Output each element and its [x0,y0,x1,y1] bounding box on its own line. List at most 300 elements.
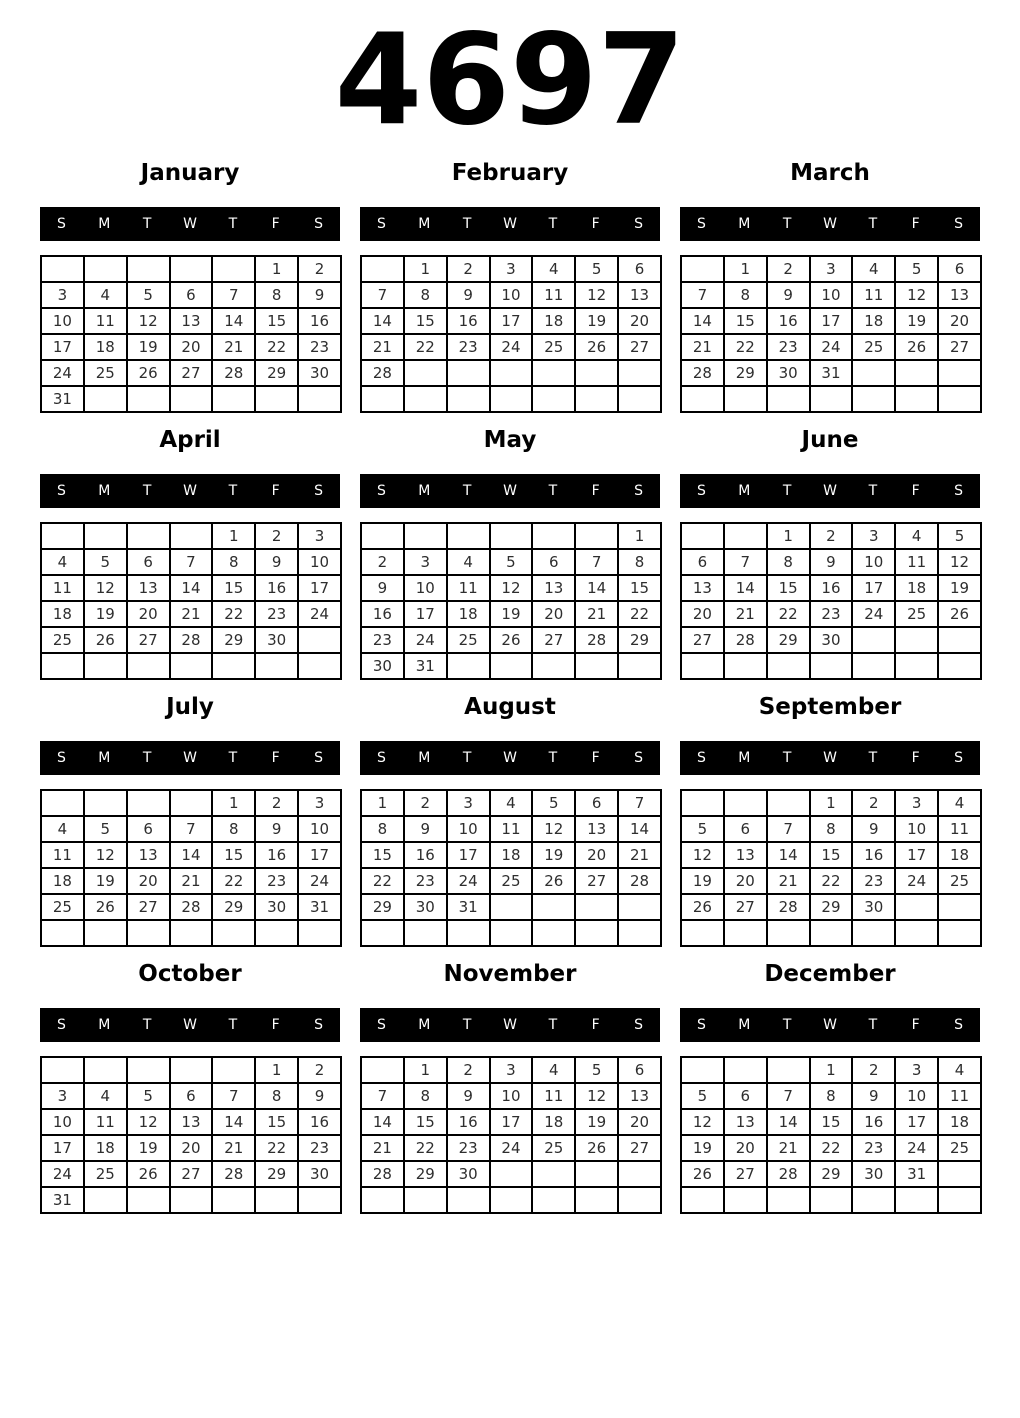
week-row [41,1083,341,1109]
empty-day-cell [810,920,853,946]
day-cell: 11 [84,308,127,334]
day-cell: 25 [490,868,533,894]
day-cell: 13 [618,1083,661,1109]
day-cell: 18 [41,868,84,894]
day-cell: 30 [255,627,298,653]
day-cell: 17 [895,842,938,868]
day-cell: 25 [852,334,895,360]
empty-day-cell [84,523,127,549]
empty-day-cell [724,790,767,816]
day-cell: 9 [447,282,490,308]
weekday-label: T [142,483,152,499]
week-row [681,1057,981,1083]
empty-day-cell [681,523,724,549]
day-cell: 29 [212,627,255,653]
weekday-label: S [954,750,964,766]
empty-day-cell [490,1187,533,1213]
week-row [681,256,981,282]
day-cell: 21 [618,842,661,868]
day-cell: 20 [170,1135,213,1161]
day-cell: 2 [810,523,853,549]
week-row [681,1135,981,1161]
empty-day-cell [681,653,724,679]
day-cell: 15 [724,308,767,334]
day-cell: 5 [681,1083,724,1109]
week-row [41,868,341,894]
empty-day-cell [212,920,255,946]
empty-day-cell [447,523,490,549]
empty-day-cell [767,790,810,816]
day-cell: 15 [404,308,447,334]
weekday-label: T [548,483,558,499]
day-cell: 17 [490,1109,533,1135]
week-row [41,601,341,627]
day-cell: 29 [404,1161,447,1187]
day-cell: 13 [532,575,575,601]
month-block [680,427,980,680]
day-cell: 3 [490,1057,533,1083]
day-cell: 12 [575,282,618,308]
day-cell: 4 [41,549,84,575]
month-date-grid [360,255,662,413]
day-cell: 24 [895,1135,938,1161]
week-row [361,334,661,360]
week-row [41,386,341,412]
day-cell: 27 [724,1161,767,1187]
week-row [681,894,981,920]
month-block [680,694,980,947]
day-cell: 20 [127,601,170,627]
month-title: January [140,160,240,186]
empty-day-cell [767,386,810,412]
week-row [361,842,661,868]
week-row [361,256,661,282]
day-cell: 9 [852,816,895,842]
day-cell: 26 [84,627,127,653]
weekday-label: T [868,750,878,766]
day-cell: 24 [404,627,447,653]
day-cell: 8 [361,816,404,842]
day-cell: 7 [618,790,661,816]
day-cell: 26 [575,334,618,360]
day-cell: 22 [361,868,404,894]
day-cell: 25 [532,1135,575,1161]
empty-day-cell [170,523,213,549]
day-cell: 18 [447,601,490,627]
weekday-label: F [591,750,600,766]
empty-day-cell [84,256,127,282]
day-cell: 3 [852,523,895,549]
day-cell: 7 [575,549,618,575]
weekday-label: S [634,216,644,232]
day-cell: 2 [852,790,895,816]
day-cell: 29 [810,1161,853,1187]
day-cell: 19 [895,308,938,334]
week-row [41,1187,341,1213]
weekday-label: F [911,216,920,232]
empty-day-cell [127,523,170,549]
day-cell: 6 [575,790,618,816]
day-cell: 9 [447,1083,490,1109]
day-cell: 22 [618,601,661,627]
empty-day-cell [404,523,447,549]
weekday-label: F [911,750,920,766]
day-cell: 29 [810,894,853,920]
empty-day-cell [681,1187,724,1213]
month-block [40,694,340,947]
week-row [361,386,661,412]
day-cell: 1 [767,523,810,549]
month-title: March [790,160,870,186]
week-row [361,1057,661,1083]
day-cell: 16 [852,842,895,868]
day-cell: 18 [938,1109,981,1135]
day-cell: 30 [361,653,404,679]
weekday-label: S [314,1017,324,1033]
empty-day-cell [532,360,575,386]
day-cell: 16 [447,308,490,334]
day-cell: 18 [532,1109,575,1135]
day-cell: 3 [41,282,84,308]
week-row [41,360,341,386]
month-title: July [166,694,214,720]
day-cell: 25 [938,868,981,894]
empty-day-cell [575,653,618,679]
day-cell: 26 [127,1161,170,1187]
day-cell: 12 [938,549,981,575]
month-block [360,160,660,413]
month-title: August [464,694,556,720]
day-cell: 18 [938,842,981,868]
day-cell: 3 [404,549,447,575]
empty-day-cell [938,894,981,920]
week-row [41,1161,341,1187]
day-cell: 24 [810,334,853,360]
day-cell: 1 [255,256,298,282]
empty-day-cell [532,523,575,549]
day-cell: 30 [447,1161,490,1187]
week-row [681,842,981,868]
day-cell: 6 [127,816,170,842]
empty-day-cell [618,653,661,679]
day-cell: 23 [404,868,447,894]
day-cell: 13 [724,1109,767,1135]
day-cell: 31 [810,360,853,386]
day-cell: 7 [361,1083,404,1109]
week-row [681,1109,981,1135]
empty-day-cell [532,894,575,920]
day-cell: 12 [127,308,170,334]
day-cell: 25 [447,627,490,653]
day-cell: 7 [212,1083,255,1109]
weekday-label: M [98,483,111,499]
week-row [361,868,661,894]
day-cell: 31 [447,894,490,920]
empty-day-cell [212,1057,255,1083]
weekday-label: T [782,216,792,232]
day-cell: 19 [532,842,575,868]
weekday-label: T [462,483,472,499]
empty-day-cell [298,1187,341,1213]
day-cell: 5 [895,256,938,282]
weekday-label: T [228,1017,238,1033]
day-cell: 26 [127,360,170,386]
day-cell: 4 [490,790,533,816]
day-cell: 25 [84,360,127,386]
week-row [361,790,661,816]
day-cell: 6 [532,549,575,575]
week-row [361,523,661,549]
week-row [41,334,341,360]
weekday-label: T [782,750,792,766]
day-cell: 4 [938,790,981,816]
month-date-grid [40,789,342,947]
weekday-label: F [271,1017,280,1033]
empty-day-cell [810,386,853,412]
week-row [361,282,661,308]
day-cell: 2 [404,790,447,816]
empty-day-cell [810,1187,853,1213]
day-cell: 25 [532,334,575,360]
day-cell: 2 [767,256,810,282]
day-cell: 17 [41,334,84,360]
day-cell: 18 [84,334,127,360]
day-cell: 19 [681,1135,724,1161]
day-cell: 28 [361,1161,404,1187]
weekday-label: S [56,216,66,232]
month-block [680,961,980,1214]
empty-day-cell [255,653,298,679]
empty-day-cell [938,653,981,679]
day-cell: 1 [255,1057,298,1083]
day-cell: 13 [127,842,170,868]
empty-day-cell [361,523,404,549]
day-cell: 4 [84,1083,127,1109]
day-cell: 8 [618,549,661,575]
weekday-label: S [56,483,66,499]
day-cell: 9 [255,816,298,842]
month-date-grid [680,522,982,680]
weekday-label: M [418,216,431,232]
day-cell: 13 [681,575,724,601]
weekday-label: M [738,216,751,232]
empty-day-cell [895,627,938,653]
day-cell: 18 [852,308,895,334]
week-row [681,308,981,334]
day-cell: 23 [852,1135,895,1161]
empty-day-cell [575,360,618,386]
weekday-header-row [680,207,980,241]
day-cell: 7 [170,816,213,842]
month-block [40,160,340,413]
day-cell: 16 [404,842,447,868]
empty-day-cell [41,256,84,282]
weekday-label: M [418,750,431,766]
day-cell: 11 [84,1109,127,1135]
weekday-label: T [548,1017,558,1033]
day-cell: 4 [84,282,127,308]
day-cell: 30 [298,1161,341,1187]
day-cell: 12 [575,1083,618,1109]
week-row [681,575,981,601]
day-cell: 30 [298,360,341,386]
day-cell: 25 [41,627,84,653]
day-cell: 23 [298,334,341,360]
day-cell: 13 [575,816,618,842]
week-row [41,256,341,282]
day-cell: 1 [618,523,661,549]
day-cell: 9 [767,282,810,308]
day-cell: 16 [255,842,298,868]
day-cell: 15 [810,842,853,868]
weekday-label: S [314,483,324,499]
empty-day-cell [895,920,938,946]
weekday-label: W [183,1017,197,1033]
weekday-label: W [503,216,517,232]
empty-day-cell [41,1057,84,1083]
week-row [681,868,981,894]
day-cell: 15 [212,575,255,601]
months-grid [0,160,1020,1214]
weekday-label: T [868,216,878,232]
weekday-label: S [376,216,386,232]
empty-day-cell [575,920,618,946]
day-cell: 26 [938,601,981,627]
empty-day-cell [852,627,895,653]
empty-day-cell [852,653,895,679]
day-cell: 3 [298,790,341,816]
day-cell: 19 [490,601,533,627]
week-row [681,386,981,412]
day-cell: 13 [170,308,213,334]
day-cell: 23 [767,334,810,360]
empty-day-cell [681,790,724,816]
day-cell: 29 [361,894,404,920]
day-cell: 14 [170,842,213,868]
day-cell: 31 [404,653,447,679]
week-row [681,334,981,360]
week-row [681,653,981,679]
day-cell: 26 [895,334,938,360]
empty-day-cell [84,386,127,412]
day-cell: 8 [767,549,810,575]
weekday-header-row [360,474,660,508]
week-row [361,1083,661,1109]
day-cell: 16 [298,1109,341,1135]
empty-day-cell [852,920,895,946]
month-date-grid [360,1056,662,1214]
day-cell: 20 [618,308,661,334]
day-cell: 14 [361,1109,404,1135]
weekday-label: S [376,750,386,766]
day-cell: 28 [170,894,213,920]
day-cell: 3 [298,523,341,549]
day-cell: 22 [810,868,853,894]
empty-day-cell [298,386,341,412]
day-cell: 24 [298,868,341,894]
day-cell: 8 [212,549,255,575]
day-cell: 12 [127,1109,170,1135]
day-cell: 10 [447,816,490,842]
day-cell: 7 [212,282,255,308]
weekday-label: S [696,216,706,232]
week-row [361,308,661,334]
weekday-label: S [634,483,644,499]
day-cell: 31 [41,1187,84,1213]
empty-day-cell [490,1161,533,1187]
week-row [41,653,341,679]
empty-day-cell [490,894,533,920]
weekday-label: S [954,216,964,232]
day-cell: 1 [212,790,255,816]
day-cell: 21 [575,601,618,627]
day-cell: 22 [255,334,298,360]
month-block [360,694,660,947]
day-cell: 21 [212,1135,255,1161]
weekday-label: M [738,750,751,766]
day-cell: 29 [767,627,810,653]
empty-day-cell [447,1187,490,1213]
day-cell: 19 [575,1109,618,1135]
day-cell: 15 [212,842,255,868]
week-row [681,920,981,946]
day-cell: 2 [298,1057,341,1083]
day-cell: 4 [532,256,575,282]
day-cell: 21 [361,1135,404,1161]
day-cell: 28 [212,1161,255,1187]
day-cell: 30 [404,894,447,920]
empty-day-cell [361,386,404,412]
empty-day-cell [127,1057,170,1083]
day-cell: 28 [170,627,213,653]
day-cell: 9 [852,1083,895,1109]
week-row [361,575,661,601]
empty-day-cell [724,1057,767,1083]
empty-day-cell [84,920,127,946]
day-cell: 5 [681,816,724,842]
week-row [361,1135,661,1161]
empty-day-cell [41,653,84,679]
empty-day-cell [767,920,810,946]
day-cell: 20 [170,334,213,360]
empty-day-cell [170,386,213,412]
weekday-label: W [503,1017,517,1033]
day-cell: 5 [127,1083,170,1109]
day-cell: 27 [170,1161,213,1187]
day-cell: 24 [895,868,938,894]
day-cell: 24 [852,601,895,627]
day-cell: 13 [618,282,661,308]
day-cell: 5 [84,816,127,842]
day-cell: 5 [84,549,127,575]
day-cell: 9 [255,549,298,575]
weekday-label: T [142,1017,152,1033]
day-cell: 24 [41,360,84,386]
empty-day-cell [852,386,895,412]
day-cell: 2 [298,256,341,282]
day-cell: 16 [447,1109,490,1135]
empty-day-cell [938,360,981,386]
day-cell: 1 [361,790,404,816]
day-cell: 9 [298,1083,341,1109]
weekday-label: S [314,750,324,766]
empty-day-cell [127,386,170,412]
day-cell: 16 [361,601,404,627]
empty-day-cell [255,1187,298,1213]
empty-day-cell [298,920,341,946]
day-cell: 15 [404,1109,447,1135]
day-cell: 21 [212,334,255,360]
